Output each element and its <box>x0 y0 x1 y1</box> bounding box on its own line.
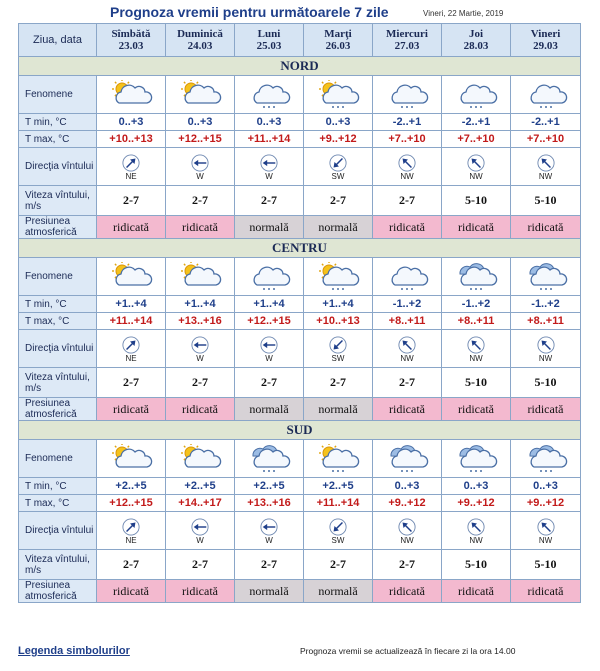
wind-arrow-icon <box>511 336 580 354</box>
legend-link[interactable]: Legenda simbolurilor <box>18 645 130 657</box>
wind-direction-cell <box>442 330 511 368</box>
wind-arrow-icon <box>373 336 441 354</box>
wind-arrow-icon <box>235 336 303 354</box>
day-column-header <box>235 24 304 57</box>
wind-direction-cell <box>235 330 304 368</box>
wind-arrow-icon <box>442 518 510 536</box>
cloudy-rain-snow-icon <box>373 444 441 474</box>
tmax-label: T max, °C <box>19 131 97 148</box>
wind-direction-label: W <box>265 536 273 545</box>
wind-arrow-icon <box>235 518 303 536</box>
cloudy-light-snow-icon <box>511 80 580 110</box>
tmax-value: +9..+12 <box>373 495 442 512</box>
weather-cell <box>304 76 373 114</box>
wind-direction-label: NW <box>538 172 553 181</box>
pressure-value: normală <box>304 580 373 603</box>
wind-speed-value: 5-10 <box>511 186 581 216</box>
wind-direction-label: NW <box>538 536 553 545</box>
region-row <box>19 57 581 76</box>
tmax-value: +8..+11 <box>511 313 581 330</box>
tmin-value: +1..+4 <box>304 296 373 313</box>
tmax-value: +10..+13 <box>97 131 166 148</box>
wind-direction-label: NE <box>125 536 137 545</box>
weather-cell <box>442 440 511 478</box>
tmin-row <box>19 296 581 313</box>
speed-row <box>19 368 581 398</box>
weather-cell <box>97 440 166 478</box>
wind-arrow-icon <box>442 154 510 172</box>
tmax-value: +9..+12 <box>511 495 581 512</box>
partly-cloudy-icon <box>166 80 234 110</box>
direction-label: Direcţia vîntului <box>19 148 97 186</box>
region-row <box>19 239 581 258</box>
tmax-value: +11..+14 <box>97 313 166 330</box>
weather-cell <box>97 258 166 296</box>
wind-direction-cell <box>97 148 166 186</box>
wind-arrow-icon <box>97 336 165 354</box>
wind-speed-value: 2-7 <box>235 368 304 398</box>
wind-speed-value: 2-7 <box>373 368 442 398</box>
weather-cell <box>97 76 166 114</box>
wind-arrow-icon <box>97 518 165 536</box>
tmin-value: +1..+4 <box>235 296 304 313</box>
weather-cell <box>304 258 373 296</box>
tmin-row <box>19 478 581 495</box>
wind-arrow-icon <box>373 518 441 536</box>
wind-speed-value: 2-7 <box>373 186 442 216</box>
day-date: 23.03 <box>118 40 144 52</box>
wind-direction-cell <box>166 148 235 186</box>
wind-speed-value: 2-7 <box>304 550 373 580</box>
wind-speed-value: 2-7 <box>235 550 304 580</box>
pressure-value: ridicată <box>97 580 166 603</box>
partly-cloudy-icon <box>97 80 165 110</box>
wind-arrow-icon <box>166 154 234 172</box>
wind-speed-value: 2-7 <box>304 186 373 216</box>
tmax-value: +8..+11 <box>373 313 442 330</box>
wind-direction-cell <box>166 330 235 368</box>
wind-arrow-icon <box>97 154 165 172</box>
phenomena-label: Fenomene <box>19 440 97 478</box>
wind-direction-label: W <box>196 172 204 181</box>
tmin-value: +2..+5 <box>235 478 304 495</box>
day-column-header <box>373 24 442 57</box>
wind-arrow-icon <box>511 154 580 172</box>
wind-speed-value: 2-7 <box>304 368 373 398</box>
tmax-value: +13..+16 <box>235 495 304 512</box>
sun-cloud-snow-icon <box>304 80 372 110</box>
weather-cell <box>166 76 235 114</box>
pressure-label: Presiunea atmosferică <box>19 216 97 239</box>
direction-label: Direcţia vîntului <box>19 330 97 368</box>
region-title: SUD <box>19 421 581 440</box>
day-column-header <box>511 24 581 57</box>
pressure-value: ridicată <box>511 216 581 239</box>
wind-direction-label: W <box>265 354 273 363</box>
wind-direction-cell <box>373 330 442 368</box>
sun-cloud-snow-icon <box>304 262 372 292</box>
day-column-header <box>166 24 235 57</box>
wind-arrow-icon <box>511 518 580 536</box>
tmin-value: -2..+1 <box>373 114 442 131</box>
pressure-value: ridicată <box>166 398 235 421</box>
speed-label: Viteza vîntului, m/s <box>19 186 97 216</box>
cloudy-rain-snow-icon <box>442 444 510 474</box>
tmin-value: 0..+3 <box>166 114 235 131</box>
wind-speed-value: 2-7 <box>166 186 235 216</box>
tmin-value: -1..+2 <box>442 296 511 313</box>
day-date: 28.03 <box>463 40 489 52</box>
wind-speed-value: 2-7 <box>97 186 166 216</box>
weather-cell <box>373 76 442 114</box>
wind-direction-label: SW <box>331 354 345 363</box>
day-date: 26.03 <box>325 40 351 52</box>
tmin-value: -2..+1 <box>442 114 511 131</box>
update-note: Prognoza vremii se actualizează în fiecare zi la ora 14.00 <box>300 646 516 656</box>
tmin-row <box>19 114 581 131</box>
wind-speed-value: 5-10 <box>442 368 511 398</box>
tmax-value: +10..+13 <box>304 313 373 330</box>
wind-direction-label: NW <box>400 354 414 363</box>
tmax-row <box>19 313 581 330</box>
direction-row <box>19 512 581 550</box>
wind-direction-cell <box>97 330 166 368</box>
wind-direction-label: NW <box>469 536 483 545</box>
pressure-label: Presiunea atmosferică <box>19 580 97 603</box>
weather-cell <box>511 258 581 296</box>
wind-speed-value: 5-10 <box>442 186 511 216</box>
wind-direction-cell <box>304 148 373 186</box>
tmin-value: +2..+5 <box>97 478 166 495</box>
wind-speed-value: 2-7 <box>97 368 166 398</box>
pressure-value: ridicată <box>373 216 442 239</box>
tmin-value: 0..+3 <box>235 114 304 131</box>
tmin-value: +2..+5 <box>304 478 373 495</box>
region-row <box>19 421 581 440</box>
tmax-label: T max, °C <box>19 495 97 512</box>
cloudy-light-snow-icon <box>235 262 303 292</box>
tmin-value: +2..+5 <box>166 478 235 495</box>
pressure-row <box>19 216 581 239</box>
cloudy-rain-snow-icon <box>235 444 303 474</box>
day-date: 25.03 <box>256 40 282 52</box>
day-name: Joi <box>468 28 484 40</box>
pressure-value: normală <box>235 580 304 603</box>
weather-cell <box>166 440 235 478</box>
wind-direction-label: SW <box>331 536 345 545</box>
tmax-value: +9..+12 <box>442 495 511 512</box>
weather-cell <box>442 76 511 114</box>
phenomena-row <box>19 258 581 296</box>
wind-direction-label: NW <box>400 536 414 545</box>
tmax-value: +12..+15 <box>235 313 304 330</box>
wind-arrow-icon <box>304 336 372 354</box>
day-name: Luni <box>257 28 281 40</box>
wind-arrow-icon <box>304 518 372 536</box>
cloudy-light-snow-icon <box>373 262 441 292</box>
wind-direction-cell <box>442 148 511 186</box>
pressure-value: normală <box>304 216 373 239</box>
day-name: Duminică <box>177 28 223 40</box>
page-title: Prognoza vremii pentru următoarele 7 zile <box>110 4 389 20</box>
tmax-value: +11..+14 <box>235 131 304 148</box>
wind-direction-cell <box>511 512 581 550</box>
day-name: Sîmbătă <box>111 28 151 40</box>
day-date: 27.03 <box>394 40 420 52</box>
cloudy-rain-snow-icon <box>511 262 580 292</box>
tmax-value: +14..+17 <box>166 495 235 512</box>
tmax-value: +7..+10 <box>373 131 442 148</box>
partly-cloudy-icon <box>166 262 234 292</box>
wind-direction-cell <box>235 512 304 550</box>
pressure-value: ridicată <box>511 580 581 603</box>
cloudy-rain-snow-icon <box>511 444 580 474</box>
pressure-value: ridicată <box>511 398 581 421</box>
tmin-value: -1..+2 <box>511 296 581 313</box>
region-title: CENTRU <box>19 239 581 258</box>
weather-cell <box>235 258 304 296</box>
cloudy-light-snow-icon <box>373 80 441 110</box>
tmax-value: +11..+14 <box>304 495 373 512</box>
tmin-label: T min, °C <box>19 478 97 495</box>
pressure-value: ridicată <box>166 580 235 603</box>
pressure-label: Presiunea atmosferică <box>19 398 97 421</box>
pressure-value: ridicată <box>442 398 511 421</box>
wind-direction-label: NW <box>400 172 414 181</box>
phenomena-label: Fenomene <box>19 258 97 296</box>
wind-direction-cell <box>511 330 581 368</box>
wind-speed-value: 2-7 <box>166 368 235 398</box>
weather-cell <box>511 76 581 114</box>
cloudy-rain-snow-icon <box>442 262 510 292</box>
day-column-header <box>442 24 511 57</box>
pressure-value: ridicată <box>97 398 166 421</box>
weather-cell <box>511 440 581 478</box>
region-title: NORD <box>19 57 581 76</box>
weather-cell <box>235 440 304 478</box>
wind-direction-cell <box>373 148 442 186</box>
wind-direction-cell <box>442 512 511 550</box>
speed-label: Viteza vîntului, m/s <box>19 550 97 580</box>
cloudy-light-snow-icon <box>235 80 303 110</box>
tmax-value: +7..+10 <box>442 131 511 148</box>
wind-speed-value: 2-7 <box>97 550 166 580</box>
pressure-row <box>19 398 581 421</box>
wind-direction-label: NW <box>469 172 483 181</box>
day-column-header <box>97 24 166 57</box>
pressure-value: ridicată <box>373 580 442 603</box>
wind-arrow-icon <box>166 336 234 354</box>
pressure-value: normală <box>235 216 304 239</box>
wind-direction-cell <box>166 512 235 550</box>
tmin-label: T min, °C <box>19 114 97 131</box>
wind-speed-value: 2-7 <box>373 550 442 580</box>
pressure-row <box>19 580 581 603</box>
wind-arrow-icon <box>373 154 441 172</box>
tmin-value: 0..+3 <box>511 478 581 495</box>
tmax-value: +12..+15 <box>166 131 235 148</box>
tmax-value: +13..+16 <box>166 313 235 330</box>
wind-arrow-icon <box>166 518 234 536</box>
wind-direction-cell <box>304 330 373 368</box>
cloudy-light-snow-icon <box>442 80 510 110</box>
pressure-value: ridicată <box>373 398 442 421</box>
pressure-value: ridicată <box>166 216 235 239</box>
pressure-value: normală <box>304 398 373 421</box>
day-date: 29.03 <box>533 40 558 52</box>
day-header-row <box>19 24 581 57</box>
weather-cell <box>373 440 442 478</box>
tmax-row <box>19 495 581 512</box>
wind-direction-label: NW <box>469 354 483 363</box>
tmax-value: +9..+12 <box>304 131 373 148</box>
wind-direction-label: NE <box>125 172 137 181</box>
pressure-value: ridicată <box>442 216 511 239</box>
tmin-value: +1..+4 <box>166 296 235 313</box>
wind-arrow-icon <box>235 154 303 172</box>
wind-direction-label: W <box>196 536 204 545</box>
wind-speed-value: 2-7 <box>235 186 304 216</box>
day-column-header <box>304 24 373 57</box>
tmin-value: 0..+3 <box>304 114 373 131</box>
pressure-value: ridicată <box>442 580 511 603</box>
tmin-value: -2..+1 <box>511 114 581 131</box>
tmax-label: T max, °C <box>19 313 97 330</box>
direction-row <box>19 330 581 368</box>
pressure-value: ridicată <box>97 216 166 239</box>
wind-speed-value: 5-10 <box>511 550 581 580</box>
wind-direction-label: SW <box>331 172 345 181</box>
tmin-value: -1..+2 <box>373 296 442 313</box>
wind-speed-value: 2-7 <box>166 550 235 580</box>
sun-cloud-snow-icon <box>304 444 372 474</box>
day-name: Vineri <box>530 28 561 40</box>
tmax-value: +8..+11 <box>442 313 511 330</box>
forecast-table <box>18 23 581 603</box>
wind-direction-label: NE <box>125 354 137 363</box>
wind-direction-cell <box>304 512 373 550</box>
wind-direction-cell <box>235 148 304 186</box>
day-date: 24.03 <box>187 40 213 52</box>
weather-cell <box>442 258 511 296</box>
phenomena-row <box>19 76 581 114</box>
partly-cloudy-icon <box>166 444 234 474</box>
wind-direction-cell <box>511 148 581 186</box>
day-name: Marţi <box>324 28 352 40</box>
weather-cell <box>166 258 235 296</box>
partly-cloudy-icon <box>97 262 165 292</box>
weather-cell <box>373 258 442 296</box>
wind-direction-cell <box>97 512 166 550</box>
wind-speed-value: 5-10 <box>511 368 581 398</box>
wind-direction-label: NW <box>538 354 553 363</box>
wind-direction-label: W <box>196 354 204 363</box>
tmax-value: +12..+15 <box>97 495 166 512</box>
wind-direction-cell <box>373 512 442 550</box>
phenomena-label: Fenomene <box>19 76 97 114</box>
wind-speed-value: 5-10 <box>442 550 511 580</box>
speed-row <box>19 550 581 580</box>
partly-cloudy-icon <box>97 444 165 474</box>
weather-cell <box>304 440 373 478</box>
tmin-value: +1..+4 <box>97 296 166 313</box>
speed-row <box>19 186 581 216</box>
pressure-value: normală <box>235 398 304 421</box>
column-label-date: Ziua, data <box>19 24 97 57</box>
tmax-value: +7..+10 <box>511 131 581 148</box>
tmin-value: 0..+3 <box>373 478 442 495</box>
speed-label: Viteza vîntului, m/s <box>19 368 97 398</box>
phenomena-row <box>19 440 581 478</box>
tmin-value: 0..+3 <box>97 114 166 131</box>
tmin-label: T min, °C <box>19 296 97 313</box>
direction-label: Direcţia vîntului <box>19 512 97 550</box>
direction-row <box>19 148 581 186</box>
day-name: Miercuri <box>386 28 428 40</box>
wind-arrow-icon <box>442 336 510 354</box>
wind-direction-label: W <box>265 172 273 181</box>
wind-arrow-icon <box>304 154 372 172</box>
weather-cell <box>235 76 304 114</box>
tmin-value: 0..+3 <box>442 478 511 495</box>
current-date: Vineri, 22 Martie, 2019 <box>423 9 504 18</box>
tmax-row <box>19 131 581 148</box>
header <box>0 0 600 22</box>
